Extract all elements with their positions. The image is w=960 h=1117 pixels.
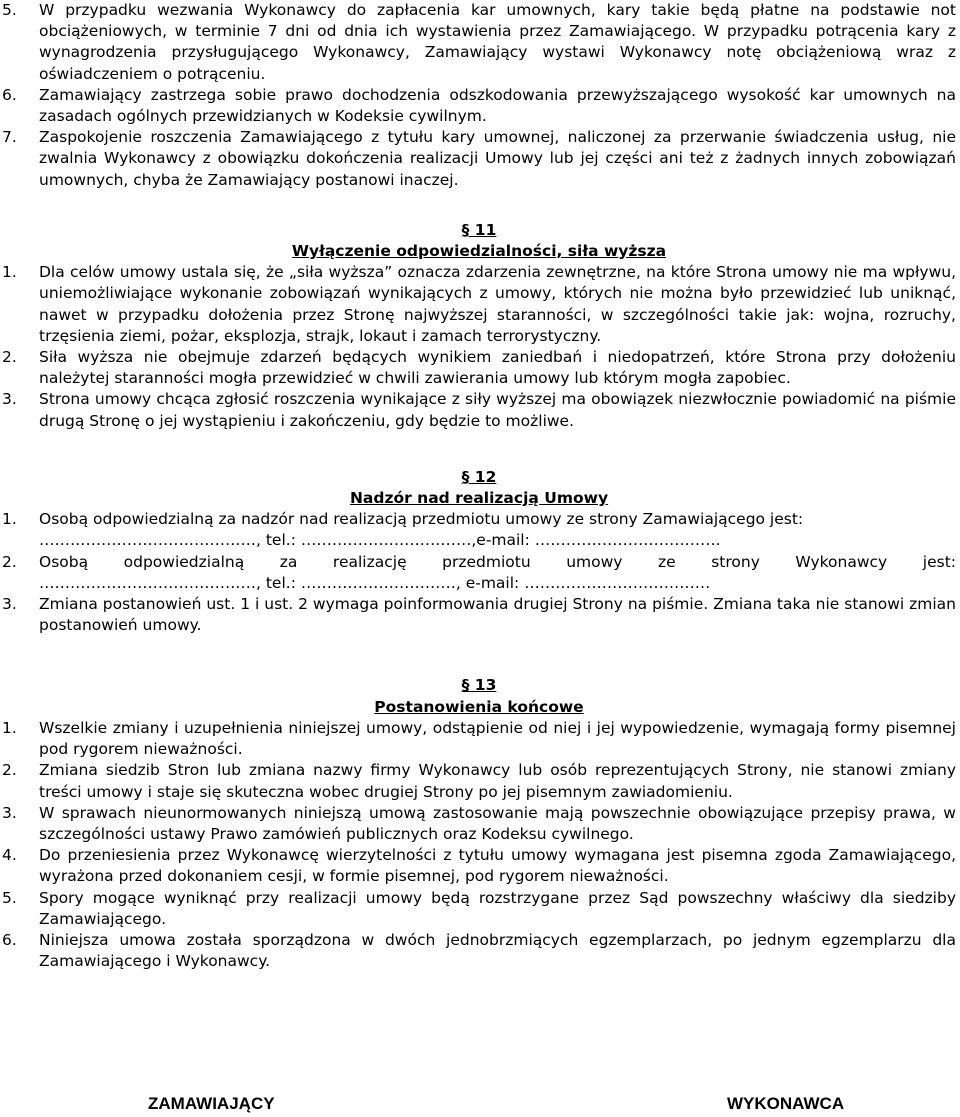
signature-contracting-authority: ZAMAWIAJĄCY	[148, 1094, 275, 1113]
section-12-heading	[2, 467, 956, 509]
signature-contractor: WYKONAWCA	[727, 1094, 845, 1113]
paragraph-text: Osobą odpowiedzialną za nadzór nad realizacją przedmiotu umowy ze strony Zamawiającego jest:	[39, 510, 804, 529]
paragraph-6	[2, 85, 956, 127]
paragraph-text: Zmiana postanowień ust. 1 i ust. 2 wymaga poinformowania drugiej Strony na piśmie. Zmiana taka nie stanowi zmian postanowień umowy.	[39, 595, 956, 635]
s13-paragraph-4	[2, 845, 956, 887]
paragraph-text: Zmiana siedzib Stron lub zmiana nazwy firmy Wykonawcy lub osób reprezentujących Strony, nie stanowi zmiany treści umowy i staje się skuteczna wobec drugiej Strony po jej pisemnym zawiadomieniu.	[39, 761, 956, 801]
paragraph-text: W sprawach nieunormowanych niniejszą umową zastosowanie mają powszechnie obowiązujące przepisy prawa, w szczególności ustawy Prawo zamówień publicznych oraz Kodeksu cywilnego.	[39, 803, 956, 843]
paragraph-number: 1.	[2, 263, 17, 282]
paragraph-number: 7.	[2, 128, 17, 147]
s12-paragraph-1	[2, 509, 956, 551]
section-title: Wyłączenie odpowiedzialności, siła wyższa	[291, 242, 667, 261]
s13-paragraph-6	[2, 930, 956, 972]
paragraph-number: 4.	[2, 846, 17, 865]
paragraph-number: 3.	[2, 595, 17, 614]
paragraph-number: 3.	[2, 390, 17, 409]
section-13-heading	[2, 675, 956, 717]
s12-paragraph-2	[2, 552, 956, 594]
paragraph-text: Dla celów umowy ustala się, że „siła wyższa” oznacza zdarzenia zewnętrzne, na które Strona umowy nie ma wpływu, uniemożliwiające wykonanie zobowiązań wynikających z umowy, których nie można było przewidzieć lub uniknąć, nawet w przypadku dołożenia przez Stronę najwyższej staranności, w szczególności takie jak: wojna, rozruchy, trzęsienia ziemi, pożar, eksplozja, strajk, lokaut i zamach terrorystyczny.	[39, 263, 956, 345]
contact-placeholder-line: ……………………………………, tel.: ……………………………,e-mail: ………………………………	[39, 531, 721, 550]
paragraph-text: W przypadku wezwania Wykonawcy do zapłacenia kar umownych, kary takie będą płatne na podstawie not obciążeniowych, w terminie 7 dni od dnia ich wystawienia przez Zamawiającego. W przypadku potrącenia kary z wynagrodzenia przysługującego Wykonawcy, Zamawiający wystawi Wykonawcy notę obciążeniową wraz z oświadczeniem o potrąceniu.	[39, 1, 956, 83]
s11-paragraph-3	[2, 389, 956, 431]
paragraph-number: 6.	[2, 85, 17, 104]
section-symbol: § 12	[461, 467, 497, 486]
paragraph-5	[2, 0, 956, 85]
paragraph-number: 2.	[2, 348, 17, 367]
section-title: Postanowienia końcowe	[374, 697, 584, 716]
s13-paragraph-3	[2, 803, 956, 845]
paragraph-number: 6.	[2, 930, 17, 949]
s13-paragraph-2	[2, 760, 956, 802]
paragraph-number: 2.	[2, 552, 17, 571]
section-symbol: § 13	[461, 676, 497, 695]
section-11-heading	[2, 220, 956, 262]
s13-paragraph-5	[2, 888, 956, 930]
paragraph-text: Niniejsza umowa została sporządzona w dwóch jednobrzmiących egzemplarzach, po jednym egzemplarzu dla Zamawiającego i Wykonawcy.	[39, 930, 956, 971]
paragraph-text: Do przeniesienia przez Wykonawcę wierzytelności z tytułu umowy wymagana jest pisemna zgoda Zamawiającego, wyrażona przed dokonaniem cesji, w formie pisemnej, pod rygorem nieważności.	[39, 846, 956, 886]
paragraph-text: Strona umowy chcąca zgłosić roszczenia wynikające z siły wyższej ma obowiązek niezwłocznie powiadomić na piśmie drugą Stronę o jej wystąpieniu i zakończeniu, gdy będzie to możliwe.	[39, 390, 956, 430]
contact-placeholder-line: ……………………………………, tel.: …………………………, e-mail: ………………………………	[39, 573, 711, 592]
s11-paragraph-2	[2, 347, 956, 389]
paragraph-text: Siła wyższa nie obejmuje zdarzeń będących wynikiem zaniedbań i niedopatrzeń, które Strona przy dołożeniu należytej staranności mogła przewidzieć w chwili zawierania umowy lub którym mogła zapobiec.	[39, 348, 956, 388]
paragraph-text: Zamawiający zastrzega sobie prawo dochodzenia odszkodowania przewyższającego wysokość kar umownych na zasadach ogólnych przewidzianych w Kodeksie cywilnym.	[39, 85, 956, 126]
paragraph-text: Zaspokojenie roszczenia Zamawiającego z tytułu kary umownej, naliczonej za przerwanie świadczenia usług, nie zwalnia Wykonawcy z obowiązku dokończenia realizacji Umowy lub jej części ani też z żadnych innych zobowiązań umownych, chyba że Zamawiający postanowi inaczej.	[39, 128, 956, 189]
paragraph-text: Spory mogące wyniknąć przy realizacji umowy będą rozstrzygane przez Sąd powszechny właściwy dla siedziby Zamawiającego.	[39, 888, 956, 928]
paragraph-text: Wszelkie zmiany i uzupełnienia niniejszej umowy, odstąpienie od niej i jej wypowiedzenie, wymagają formy pisemnej pod rygorem nieważności.	[39, 718, 956, 759]
paragraph-7	[2, 127, 956, 191]
paragraph-number: 5.	[2, 888, 17, 907]
section-title: Nadzór nad realizacją Umowy	[349, 489, 609, 508]
s13-paragraph-1	[2, 718, 956, 760]
s12-paragraph-3	[2, 594, 956, 636]
section-symbol: § 11	[461, 220, 497, 239]
paragraph-number: 1.	[2, 510, 17, 529]
paragraph-number: 2.	[2, 761, 17, 780]
s11-paragraph-1	[2, 262, 956, 347]
paragraph-number: 1.	[2, 718, 17, 737]
paragraph-number: 5.	[2, 1, 17, 19]
paragraph-text: Osobą odpowiedzialną za realizację przedmiotu umowy ze strony Wykonawcy jest:	[39, 552, 956, 571]
paragraph-number: 3.	[2, 803, 17, 822]
